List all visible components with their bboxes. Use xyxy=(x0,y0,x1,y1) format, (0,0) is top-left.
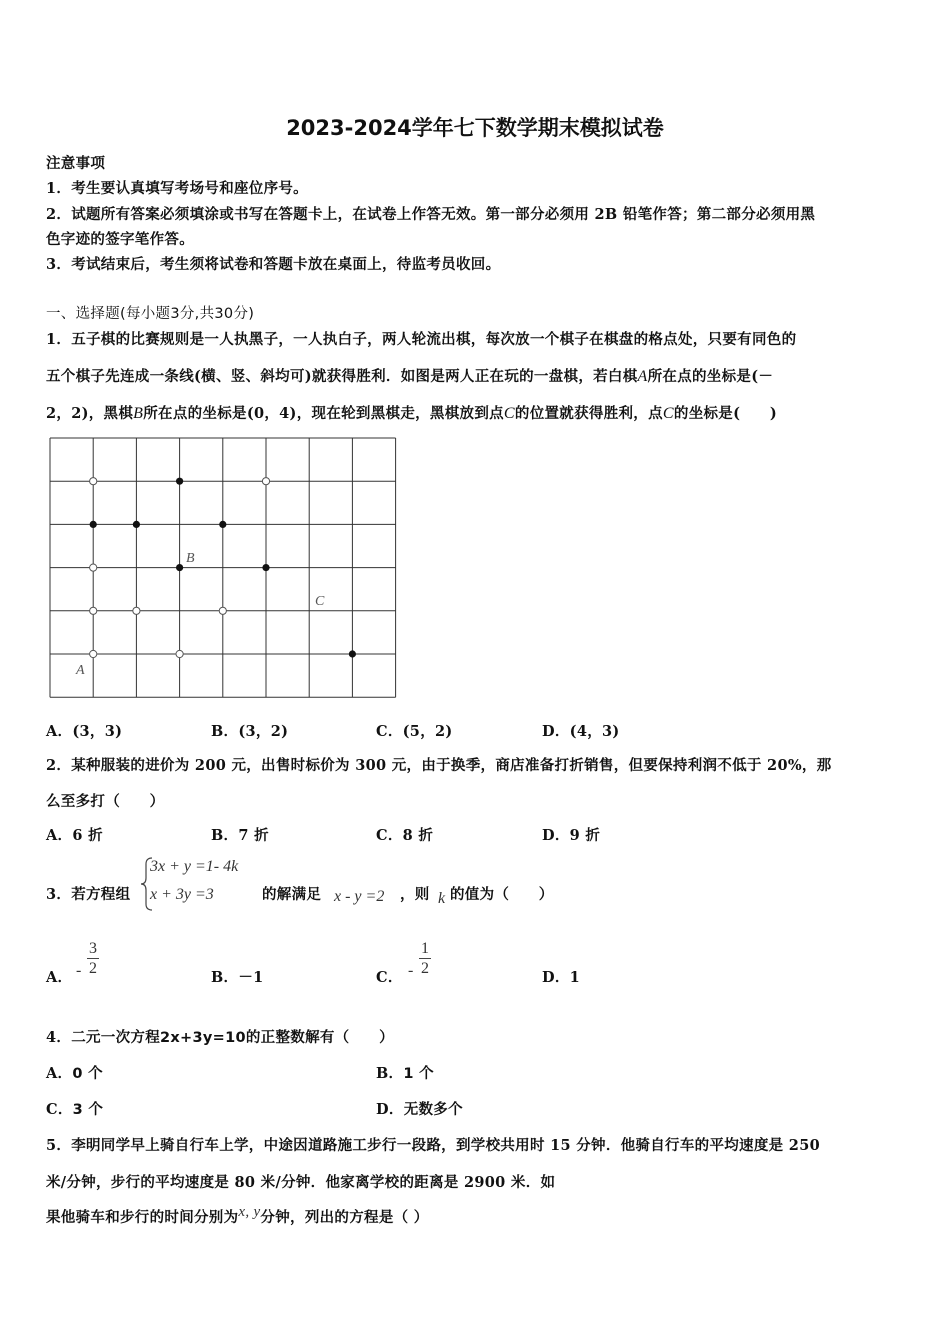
q3-option-a-fraction: $\frac{3}{2}$ xyxy=(89,940,97,977)
white-stone xyxy=(90,607,97,614)
white-stone xyxy=(90,650,97,657)
q5-line2: 米/分钟，步行的平均速度是 80 米/分钟．他家离学校的距离是 2900 米．如 xyxy=(46,1174,556,1191)
white-stone xyxy=(176,650,183,657)
q1-line2: 五个棋子先连成一条线(横、竖、斜均可)就获得胜利．如图是两人正在玩的一盘棋，若白棋A所在点的坐标是(－ xyxy=(46,368,774,385)
var-a: A xyxy=(637,368,648,385)
q1-option-c: C．(5，2) xyxy=(376,723,453,740)
white-stone xyxy=(90,564,97,571)
q3-option-a-label: A． xyxy=(46,969,73,986)
q3-option-a-sign: - xyxy=(76,962,82,979)
q3-then: ，则 xyxy=(400,886,430,903)
q3-condition: x - y =2 xyxy=(334,888,385,905)
label-b: B xyxy=(186,551,195,566)
q1-option-a: A．(3，3) xyxy=(46,723,123,740)
notice-item-2: 2．试题所有答案必须填涂或书写在答题卡上，在试卷上作答无效。第一部分必须用 2B 铅笔作答；第二部分必须用黑 xyxy=(46,206,816,223)
q3-prefix: 3．若方程组 xyxy=(46,886,131,903)
q4-option-d: D．无数多个 xyxy=(376,1101,463,1118)
q4-line: 4．二元一次方程2x+3y=10的正整数解有（ ） xyxy=(46,1029,394,1046)
go-board-figure xyxy=(40,430,410,710)
q5-line3: 果他骑车和步行的时间分别为x, y分钟，列出的方程是（ ） xyxy=(46,1204,429,1226)
black-stone xyxy=(90,521,97,528)
q1-option-b: B．(3，2) xyxy=(211,723,289,740)
q4-option-a: A．0 个 xyxy=(46,1065,103,1082)
black-stone xyxy=(176,478,183,485)
var-k: k xyxy=(438,890,446,907)
q3-option-c-fraction: $\frac{1}{2}$ xyxy=(421,940,429,977)
white-stone xyxy=(133,607,140,614)
black-stone xyxy=(133,521,140,528)
q2-option-c: C．8 折 xyxy=(376,827,434,844)
q3-option-b: B．－1 xyxy=(211,969,264,986)
black-stone xyxy=(176,564,183,571)
var-b: B xyxy=(133,405,144,422)
black-stone xyxy=(349,650,356,657)
q3-option-c-sign: - xyxy=(408,962,414,979)
var-c: C xyxy=(503,405,515,422)
q3-option-d: D．1 xyxy=(542,969,581,986)
label-a: A xyxy=(76,663,85,678)
board-grid xyxy=(50,438,396,697)
q5-line1: 5．李明同学早上骑自行车上学，中途因道路施工步行一段路，到学校共用时 15 分钟．他骑自行车的平均速度是 250 xyxy=(46,1137,820,1154)
q5-vars: x, y xyxy=(238,1204,261,1220)
q3-eq1: 3x + y =1- 4k xyxy=(150,858,239,875)
black-stone xyxy=(262,564,269,571)
notice-item-2-cont: 色字迹的签字笔作答。 xyxy=(46,231,194,248)
q3-middle: 的解满足 xyxy=(262,886,322,903)
q2-option-a: A．6 折 xyxy=(46,827,103,844)
notice-heading: 注意事项 xyxy=(46,155,106,172)
q4-option-b: B．1 个 xyxy=(376,1065,434,1082)
q1-line1: 1．五子棋的比赛规则是一人执黑子，一人执白子，两人轮流出棋，每次放一个棋子在棋盘的格点处，只要有同色的 xyxy=(46,331,797,348)
black-stone xyxy=(219,521,226,528)
white-stone xyxy=(262,478,269,485)
q2-option-d: D．9 折 xyxy=(542,827,601,844)
q1-option-d: D．(4，3) xyxy=(542,723,620,740)
q4-option-c: C．3 个 xyxy=(46,1101,104,1118)
q4-equation: 2x+3y=10 xyxy=(160,1030,246,1046)
q3-eq2: x + 3y =3 xyxy=(150,886,214,903)
page-title: 2023-2024学年七下数学期末模拟试卷 xyxy=(286,116,664,140)
q2-option-b: B．7 折 xyxy=(211,827,269,844)
white-stone xyxy=(219,607,226,614)
q3-option-c-label: C． xyxy=(376,969,403,986)
q3-suffix: 的值为（ ） xyxy=(450,886,554,903)
var-c-2: C xyxy=(662,405,674,422)
notice-item-3: 3．考试结束后，考生须将试卷和答题卡放在桌面上，待监考员收回。 xyxy=(46,256,501,273)
label-c: C xyxy=(315,594,325,609)
notice-item-1: 1．考生要认真填写考场号和座位序号。 xyxy=(46,180,308,197)
q1-line3: 2，2)，黑棋B所在点的坐标是(0，4)，现在轮到黑棋走，黑棋放到点C的位置就获得胜利，点C的坐标是( ) xyxy=(46,405,778,422)
section-heading: 一、选择题(每小题3分,共30分) xyxy=(46,306,255,322)
white-stone xyxy=(90,478,97,485)
q2-line2: 么至多打（ ） xyxy=(46,793,165,810)
q2-line1: 2．某种服装的进价为 200 元，出售时标价为 300 元，由于换季，商店准备打折销售，但要保持利润不低于 20%，那 xyxy=(46,757,832,774)
